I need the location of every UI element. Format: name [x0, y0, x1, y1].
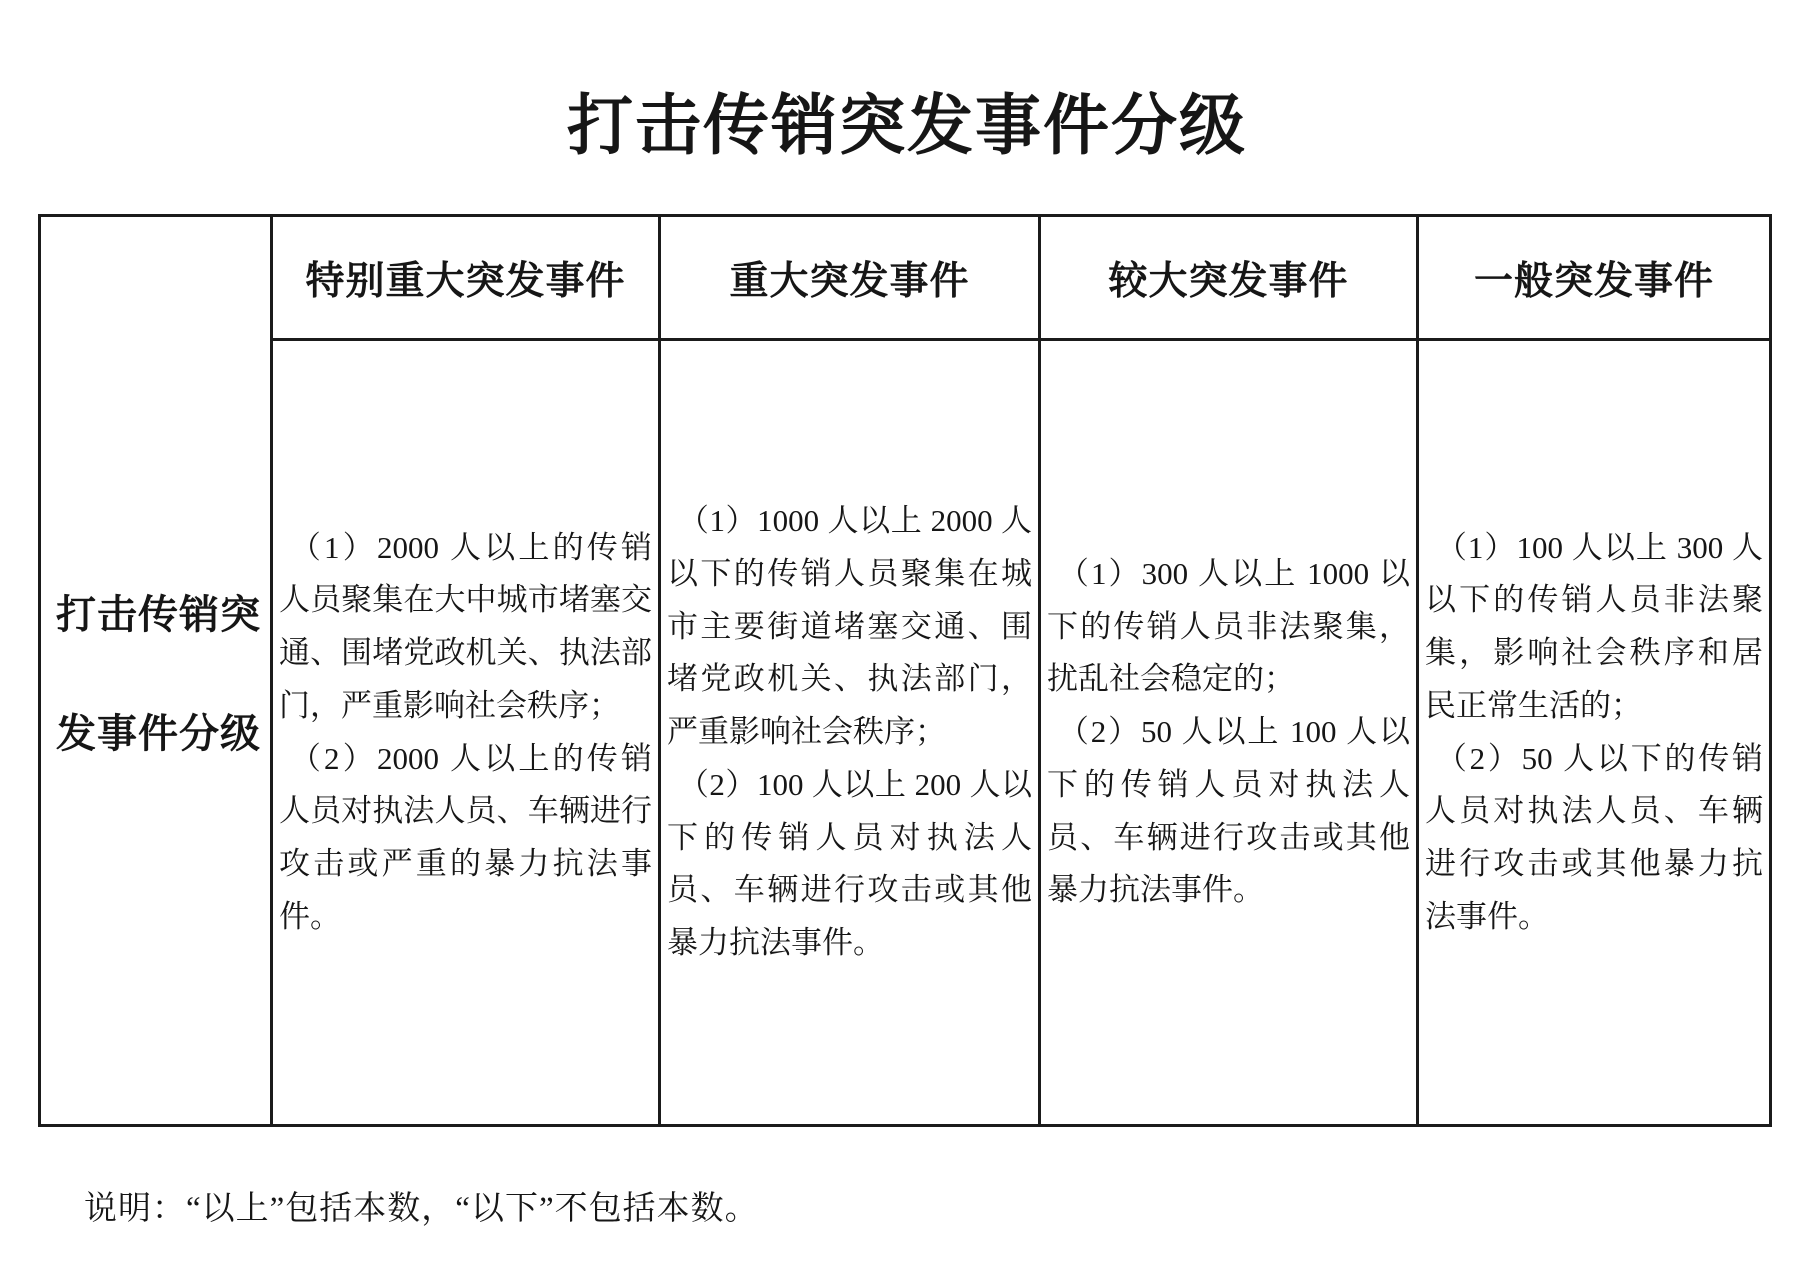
criteria-item: （1）100 人以上 300 人以下的传销人员非法聚集，影响社会秩序和居民正常生活的； — [1425, 529, 1763, 723]
row-label-cell — [41, 217, 270, 1124]
criteria-item: （1）2000 人以上的传销人员聚集在大中城市堵塞交通、围堵党政机关、执法部门，严重影响社会秩序； — [279, 529, 652, 723]
criteria-cell-major — [658, 341, 1038, 1124]
column-header-general-incident: 一般突发事件 — [1416, 217, 1769, 341]
criteria-item: （1）1000 人以上 2000 人以下的传销人员聚集在城市主要街道堵塞交通、围堵党政机关、执法部门，严重影响社会秩序； — [667, 503, 1032, 750]
criteria-item: （2）50 人以下的传销人员对执法人员、车辆进行攻击或其他暴力抗法事件。 — [1425, 740, 1763, 934]
column-header-larger-incident: 较大突发事件 — [1038, 217, 1416, 341]
criteria-cell-extraordinary — [270, 341, 658, 1124]
criteria-cell-general — [1416, 341, 1769, 1124]
incident-grade-table — [38, 214, 1772, 1127]
column-header-extraordinary-incident: 特别重大突发事件 — [270, 217, 658, 341]
row-label-line-2: 发事件分级 — [56, 710, 261, 756]
criteria-item: （2）2000 人以上的传销人员对执法人员、车辆进行攻击或严重的暴力抗法事件。 — [279, 740, 652, 934]
criteria-item: （2）100 人以上 200 人以下的传销人员对执法人员、车辆进行攻击或其他暴力抗法事件。 — [667, 766, 1032, 960]
column-header-major-incident: 重大突发事件 — [658, 217, 1038, 341]
page-title: 打击传销突发事件分级 — [567, 90, 1247, 163]
footnote: 说明：“以上”包括本数，“以下”不包括本数。 — [84, 1191, 759, 1227]
row-label-line-1: 打击传销突 — [56, 591, 261, 637]
criteria-cell-larger — [1038, 341, 1416, 1124]
criteria-item: （2）50 人以上 100 人以下的传销人员对执法人员、车辆进行攻击或其他暴力抗法事件。 — [1047, 714, 1410, 908]
criteria-item: （1）300 人以上 1000 以下的传销人员非法聚集，扰乱社会稳定的； — [1047, 556, 1410, 697]
